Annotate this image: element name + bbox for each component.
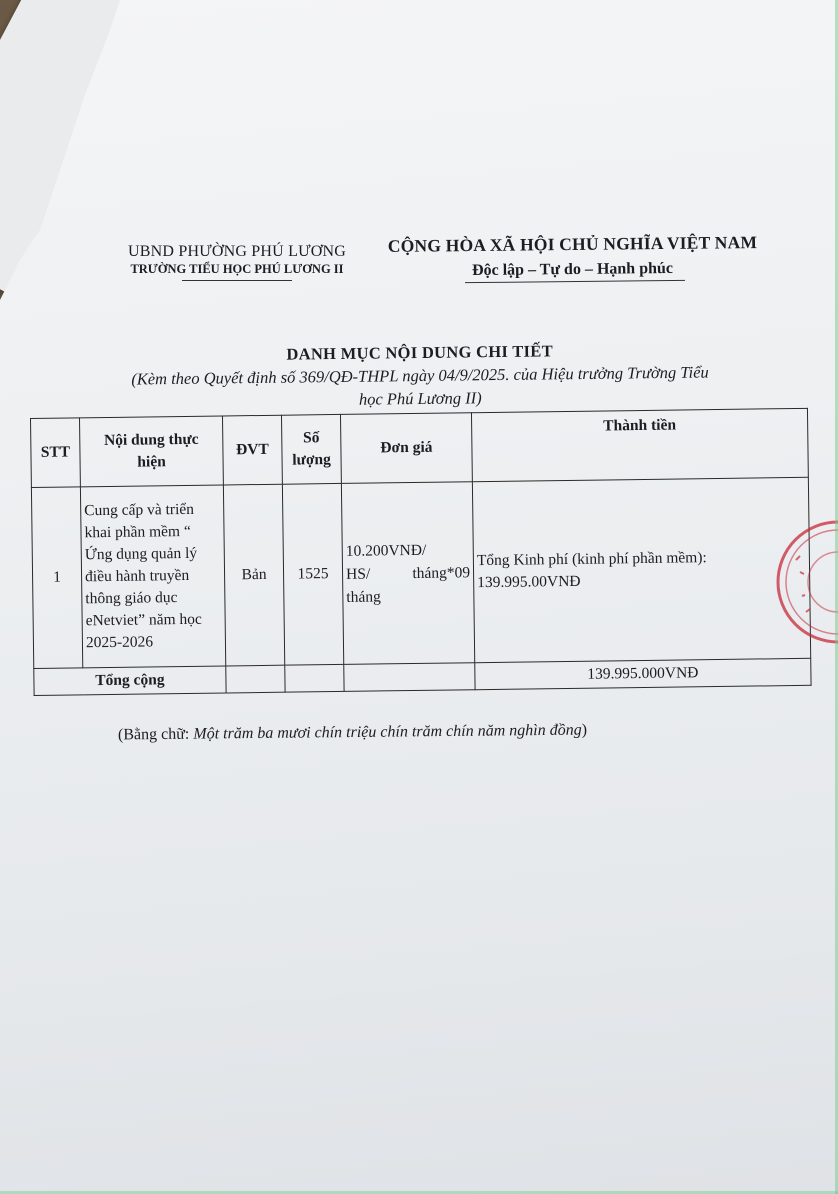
noi-dung-line: eNetviet” năm học [85, 610, 202, 630]
total-value: 139.995.000VNĐ [475, 658, 811, 689]
header-noi-dung-line1: Nội dung thực [103, 430, 199, 450]
agency-name: UBND PHƯỜNG PHÚ LƯƠNG [128, 243, 346, 260]
document-title: DANH MỤC NỘI DUNG CHI TIẾT [286, 341, 554, 364]
country-name: CỘNG HÒA XÃ HỘI CHỦ NGHĨA VIỆT NAM [387, 232, 758, 256]
cell-dvt: Bản [223, 484, 284, 666]
don-gia-line1: 10.200VNĐ/ [345, 541, 427, 560]
in-words-value: Một trăm ba mươi chín triệu chín trăm chín năm nghìn đồng [193, 721, 582, 743]
header-don-gia: Đơn giá [340, 413, 472, 484]
noi-dung-line: Cung cấp và triển [84, 500, 195, 520]
noi-dung-line: khai phần mềm “ [84, 522, 191, 542]
document-subtitle-line2: học Phú Lương II) [358, 388, 482, 409]
school-name: TRƯỜNG TIỂU HỌC PHÚ LƯƠNG II [130, 262, 344, 276]
header-so-luong-line1: Số [302, 429, 320, 447]
header-dvt: ĐVT [222, 415, 282, 485]
noi-dung-line: điều hành truyền [84, 566, 190, 586]
thanh-tien-line1: Tổng Kinh phí (kinh phí phần mềm): [476, 549, 707, 570]
in-words-prefix: (Bằng chữ: [117, 725, 194, 744]
thanh-tien-line2: 139.995.00VNĐ [477, 572, 581, 592]
noi-dung-line: Ứng dụng quản lý [84, 544, 198, 564]
header-noi-dung-line2: hiện [137, 453, 166, 471]
don-gia-line2-b: tháng*09 [412, 563, 471, 582]
in-words-suffix: ) [581, 721, 588, 739]
don-gia-line2-a: HS/ [345, 565, 371, 583]
cell-so-luong: 1525 [282, 483, 343, 665]
header-stt: STT [31, 418, 81, 488]
header-so-luong-line2: lượng [292, 451, 331, 469]
noi-dung-line: thông giáo dục [85, 589, 178, 608]
don-gia-line3: tháng [346, 587, 381, 606]
noi-dung-line: 2025-2026 [85, 633, 154, 652]
document-subtitle-line1: (Kèm theo Quyết định số 369/QĐ-THPL ngày 04/9/2025. của Hiệu trưởng Trường Tiểu [131, 362, 709, 389]
motto: Độc lập – Tự do – Hạnh phúc [471, 259, 674, 280]
total-label: Tổng cộng [34, 666, 226, 696]
cell-stt: 1 [31, 487, 82, 669]
header-thanh-tien: Thành tiền [471, 408, 808, 481]
